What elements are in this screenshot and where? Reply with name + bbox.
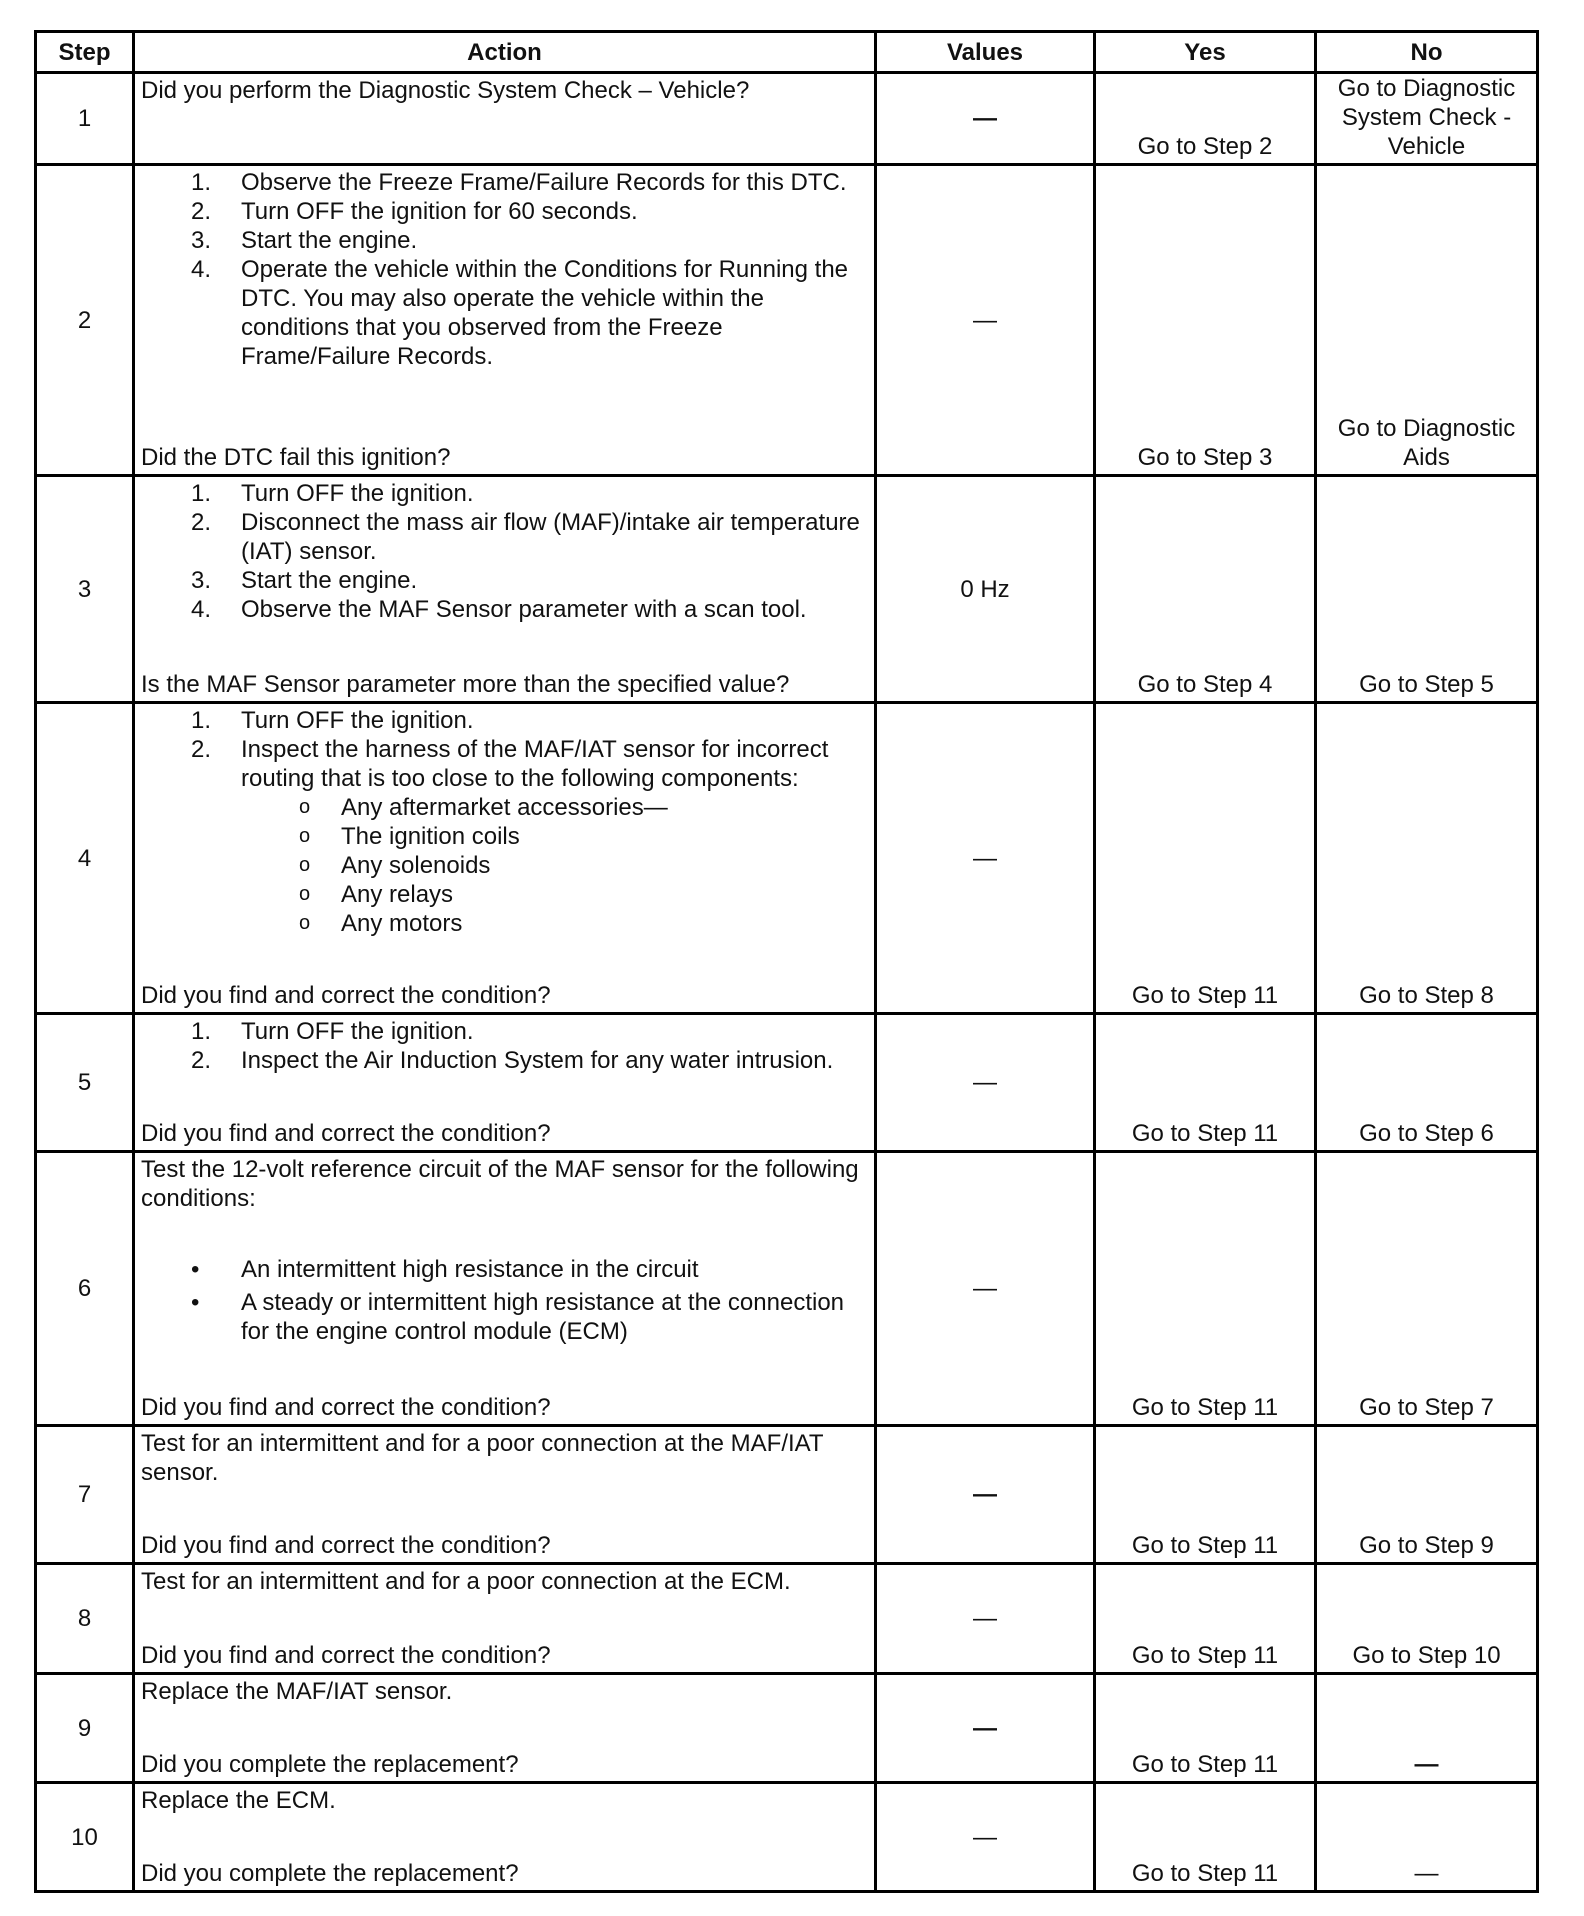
list-item: o Any solenoids <box>299 852 491 879</box>
action-text: Test the 12-volt reference circuit of the MAF sensor for the following conditions: <box>141 1156 859 1212</box>
list-item: 1. Observe the Freeze Frame/Failure Records for this DTC. <box>191 169 847 196</box>
header-values: Values <box>876 32 1095 73</box>
yes-cell: Go to Step 4 <box>1095 476 1316 703</box>
table-row <box>36 1674 1538 1783</box>
table-row <box>36 476 1538 703</box>
action-steps <box>141 1017 866 1075</box>
table-row <box>36 1014 1538 1152</box>
action-question: Is the MAF Sensor parameter more than the specified value? <box>141 671 790 698</box>
no-cell: Go to Step 5 <box>1316 476 1538 703</box>
header-step: Step <box>36 32 134 73</box>
step-number: 1 <box>36 73 134 165</box>
table-row <box>36 1783 1538 1892</box>
list-item: 4. Operate the vehicle within the Conditions for Running the DTC. You may also operate the vehicle within the conditions that you observed from the Freeze Frame/Failure Records. <box>191 256 849 370</box>
list-item: • A steady or intermittent high resistance at the connection for the engine control module (ECM) <box>191 1289 845 1345</box>
action-cell <box>134 1674 876 1783</box>
action-text: Replace the MAF/IAT sensor. <box>141 1678 453 1705</box>
header-row <box>36 32 1538 73</box>
yes-cell: Go to Step 11 <box>1095 1426 1316 1564</box>
no-cell: Go to Step 6 <box>1316 1014 1538 1152</box>
list-item: 1. Turn OFF the ignition. <box>191 707 474 734</box>
values-cell: — <box>876 1152 1095 1426</box>
yes-cell: Go to Step 11 <box>1095 703 1316 1014</box>
list-item: o Any relays <box>299 881 454 908</box>
action-cell <box>134 1426 876 1564</box>
action-question: Did you find and correct the condition? <box>141 1642 551 1669</box>
action-steps <box>141 706 866 793</box>
action-text: Replace the ECM. <box>141 1787 336 1814</box>
diagnostic-table-page <box>34 30 1536 1893</box>
no-cell: — <box>1316 1674 1538 1783</box>
table-row <box>36 1564 1538 1674</box>
yes-cell: Go to Step 11 <box>1095 1014 1316 1152</box>
table-row <box>36 1152 1538 1426</box>
diagnostic-table <box>34 30 1539 1893</box>
step-number: 5 <box>36 1014 134 1152</box>
action-steps <box>141 168 866 371</box>
list-item: 1. Turn OFF the ignition. <box>191 1018 474 1045</box>
no-cell: — <box>1316 1783 1538 1892</box>
component-list <box>141 793 866 938</box>
list-item: 3. Start the engine. <box>191 567 418 594</box>
action-question: Did you complete the replacement? <box>141 1751 519 1778</box>
step-number: 7 <box>36 1426 134 1564</box>
step-number: 10 <box>36 1783 134 1892</box>
step-number: 8 <box>36 1564 134 1674</box>
list-item: 3. Start the engine. <box>191 227 418 254</box>
list-item: 2. Disconnect the mass air flow (MAF)/intake air temperature (IAT) sensor. <box>191 509 860 565</box>
values-cell: — <box>876 165 1095 476</box>
list-item: o Any aftermarket accessories— <box>299 794 668 821</box>
table-row <box>36 1426 1538 1564</box>
step-number: 6 <box>36 1152 134 1426</box>
action-question: Did you find and correct the condition? <box>141 1394 551 1421</box>
action-text: Test for an intermittent and for a poor connection at the ECM. <box>141 1568 791 1595</box>
values-cell: — <box>876 1426 1095 1564</box>
action-cell <box>134 1014 876 1152</box>
yes-cell: Go to Step 11 <box>1095 1783 1316 1892</box>
header-action: Action <box>134 32 876 73</box>
no-cell: Go to Step 8 <box>1316 703 1538 1014</box>
list-item: 4. Observe the MAF Sensor parameter with a scan tool. <box>191 596 807 623</box>
action-text: Did you perform the Diagnostic System Check – Vehicle? <box>141 77 750 104</box>
no-cell: Go to Step 9 <box>1316 1426 1538 1564</box>
yes-cell: Go to Step 11 <box>1095 1564 1316 1674</box>
list-item: o The ignition coils <box>299 823 520 850</box>
action-cell <box>134 1152 876 1426</box>
yes-cell: Go to Step 11 <box>1095 1674 1316 1783</box>
step-number: 2 <box>36 165 134 476</box>
step-number: 9 <box>36 1674 134 1783</box>
action-question: Did you find and correct the condition? <box>141 1120 551 1147</box>
yes-cell: Go to Step 3 <box>1095 165 1316 476</box>
values-cell: 0 Hz <box>876 476 1095 703</box>
step-number: 4 <box>36 703 134 1014</box>
list-item: 2. Inspect the harness of the MAF/IAT sensor for incorrect routing that is too close to the following components: <box>191 736 829 792</box>
action-cell <box>134 165 876 476</box>
values-cell: — <box>876 1014 1095 1152</box>
action-question: Did the DTC fail this ignition? <box>141 444 451 471</box>
no-cell: Go to Step 10 <box>1316 1564 1538 1674</box>
table-row <box>36 165 1538 476</box>
action-cell <box>134 476 876 703</box>
values-cell: — <box>876 1783 1095 1892</box>
action-cell <box>134 73 876 165</box>
list-item: 1. Turn OFF the ignition. <box>191 480 474 507</box>
header-no: No <box>1316 32 1538 73</box>
values-cell: — <box>876 703 1095 1014</box>
action-steps <box>141 479 866 624</box>
step-number: 3 <box>36 476 134 703</box>
values-cell: — <box>876 1674 1095 1783</box>
no-cell: Go to Step 7 <box>1316 1152 1538 1426</box>
list-item: • An intermittent high resistance in the circuit <box>191 1256 699 1283</box>
action-question: Did you complete the replacement? <box>141 1860 519 1887</box>
table-row <box>36 703 1538 1014</box>
table-row <box>36 73 1538 165</box>
action-cell <box>134 703 876 1014</box>
action-cell <box>134 1783 876 1892</box>
no-cell: Go to Diagnostic Aids <box>1316 165 1538 476</box>
action-cell <box>134 1564 876 1674</box>
yes-cell: Go to Step 11 <box>1095 1152 1316 1426</box>
header-yes: Yes <box>1095 32 1316 73</box>
values-cell: — <box>876 73 1095 165</box>
action-question: Did you find and correct the condition? <box>141 982 551 1009</box>
list-item: o Any motors <box>299 910 463 937</box>
list-item: 2. Turn OFF the ignition for 60 seconds. <box>191 198 638 225</box>
no-cell: Go to Diagnostic System Check - Vehicle <box>1316 73 1538 165</box>
yes-cell: Go to Step 2 <box>1095 73 1316 165</box>
condition-list <box>141 1255 866 1346</box>
action-text: Test for an intermittent and for a poor connection at the MAF/IAT sensor. <box>141 1430 824 1486</box>
values-cell: — <box>876 1564 1095 1674</box>
action-question: Did you find and correct the condition? <box>141 1532 551 1559</box>
list-item: 2. Inspect the Air Induction System for any water intrusion. <box>191 1047 834 1074</box>
